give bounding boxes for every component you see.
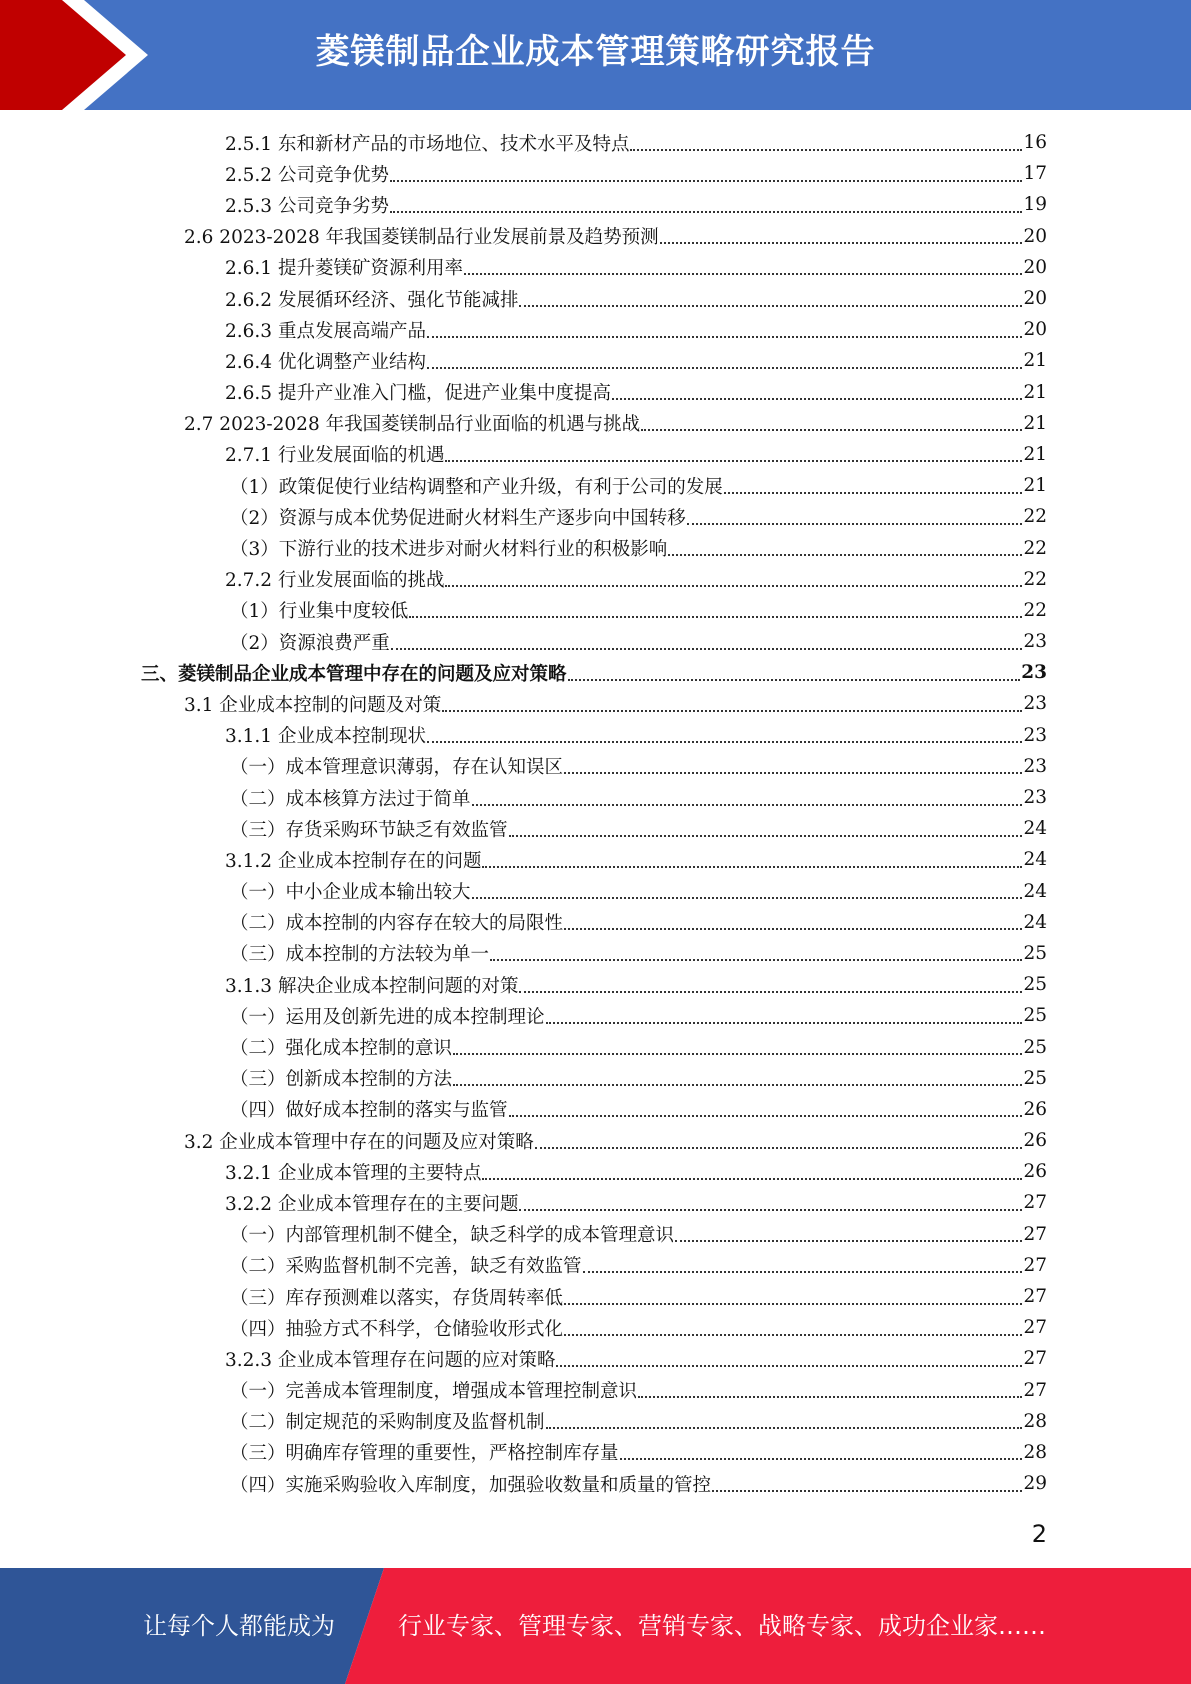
toc-entry-page: 22 [1023,537,1047,559]
toc-leader-dots [427,336,1022,338]
toc-entry[interactable] [0,377,1191,408]
toc-entry-page: 26 [1023,1098,1047,1120]
toc-entry-title: 3.2.1 企业成本管理的主要特点 [225,1162,482,1184]
toc-entry-title: 2.6.4 优化调整产业结构 [225,351,426,373]
toc-leader-dots [445,585,1022,587]
toc-entry[interactable] [0,1031,1191,1062]
toc-entry[interactable] [0,782,1191,813]
toc-entry[interactable] [0,1094,1191,1125]
toc-leader-dots [641,429,1022,431]
page-header [0,0,1191,110]
toc-leader-dots [535,1147,1023,1149]
toc-entry-title: 3.1.1 企业成本控制现状 [225,726,426,748]
toc-entry-title: 2.6.5 提升产业准入门槛，促进产业集中度提高 [225,383,611,405]
toc-entry[interactable] [0,189,1191,220]
toc-leader-dots [427,741,1022,743]
toc-entry-title: （四）抽验方式不科学，仓储验收形式化 [230,1318,564,1340]
toc-entry[interactable] [0,283,1191,314]
toc-leader-dots [564,928,1022,930]
toc-entry-title: （四）做好成本控制的落实与监管 [230,1100,508,1122]
toc-entry[interactable] [0,813,1191,844]
toc-entry-page: 21 [1023,475,1047,497]
toc-entry[interactable] [0,1156,1191,1187]
toc-entry-page: 19 [1023,194,1047,216]
toc-entry-page: 22 [1023,568,1047,590]
toc-leader-dots [453,1053,1022,1055]
toc-entry-title: （2）资源与成本优势促进耐火材料生产逐步向中国转移 [230,507,686,529]
toc-entry[interactable] [0,969,1191,1000]
toc-entry-page: 23 [1023,787,1047,809]
toc-entry-title: 2.7.2 行业发展面临的挑战 [225,570,445,592]
toc-entry-title: （三）库存预测难以落实，存货周转率低 [230,1287,564,1309]
toc-leader-dots [519,991,1022,993]
toc-leader-dots [724,492,1023,494]
toc-leader-dots [564,1303,1022,1305]
toc-entry[interactable] [0,657,1191,688]
toc-entry[interactable] [0,1219,1191,1250]
toc-leader-dots [482,866,1022,868]
toc-entry-title: 3.1.2 企业成本控制存在的问题 [225,850,482,872]
toc-entry-title: （1）政策促使行业结构调整和产业升级，有利于公司的发展 [230,476,723,498]
toc-entry-page: 21 [1023,412,1047,434]
toc-leader-dots [612,398,1022,400]
toc-entry-page: 28 [1023,1441,1047,1463]
toc-entry-title: 三、菱镁制品企业成本管理中存在的问题及应对策略 [141,663,567,685]
toc-entry[interactable] [0,1343,1191,1374]
toc-leader-dots [472,804,1023,806]
toc-entry-page: 26 [1023,1130,1047,1152]
toc-entry-page: 20 [1023,225,1047,247]
toc-leader-dots [391,648,1023,650]
toc-entry-page: 21 [1023,443,1047,465]
toc-leader-dots [509,1115,1023,1117]
toc-entry-page: 23 [1023,693,1047,715]
toc-entry-page: 23 [1023,755,1047,777]
toc-entry[interactable] [0,1312,1191,1343]
toc-entry-page: 20 [1023,319,1047,341]
toc-entry-page: 22 [1023,506,1047,528]
toc-entry-page: 27 [1023,1379,1047,1401]
toc-entry[interactable] [0,127,1191,158]
toc-entry-page: 25 [1023,1067,1047,1089]
toc-entry-page: 29 [1023,1473,1047,1495]
toc-entry-title: （1）行业集中度较低 [230,601,409,623]
toc-leader-dots [453,1084,1022,1086]
toc-entry-page: 27 [1023,1348,1047,1370]
toc-entry-title: 3.2 企业成本管理中存在的问题及应对策略 [184,1131,534,1153]
toc-entry[interactable] [0,221,1191,252]
toc-entry[interactable] [0,439,1191,470]
toc-entry-title: （一）成本管理意识薄弱，存在认知误区 [230,757,564,779]
toc-entry-page: 27 [1023,1286,1047,1308]
toc-leader-dots [472,897,1023,899]
toc-leader-dots [660,242,1023,244]
toc-entry-page: 24 [1023,911,1047,933]
page-footer [0,1568,1191,1684]
toc-entry-title: 3.1 企业成本控制的问题及对策 [184,694,442,716]
toc-entry[interactable] [0,1063,1191,1094]
toc-leader-dots [390,211,1022,213]
toc-entry-page: 27 [1023,1192,1047,1214]
toc-entry[interactable] [0,938,1191,969]
toc-entry-page: 26 [1023,1161,1047,1183]
toc-leader-dots [712,1490,1022,1492]
toc-entry-title: （一）运用及创新先进的成本控制理论 [230,1006,545,1028]
toc-entry-title: （三）成本控制的方法较为单一 [230,944,490,966]
toc-leader-dots [490,959,1022,961]
toc-leader-dots [445,460,1022,462]
toc-entry-page: 20 [1023,288,1047,310]
toc-leader-dots [568,679,1021,681]
toc-entry-page: 27 [1023,1223,1047,1245]
toc-entry[interactable] [0,501,1191,532]
toc-entry[interactable] [0,876,1191,907]
toc-entry[interactable] [0,1250,1191,1281]
toc-entry[interactable] [0,532,1191,563]
toc-leader-dots [546,1022,1023,1024]
toc-entry[interactable] [0,345,1191,376]
toc-leader-dots [519,1209,1022,1211]
toc-entry-title: 2.5.3 公司竞争劣势 [225,195,389,217]
toc-entry-title: 3.2.2 企业成本管理存在的主要问题 [225,1193,519,1215]
toc-leader-dots [464,273,1022,275]
table-of-contents [0,127,1191,1499]
toc-entry[interactable] [0,626,1191,657]
toc-entry-page: 25 [1023,974,1047,996]
toc-entry-page: 21 [1023,381,1047,403]
toc-entry[interactable] [0,470,1191,501]
toc-entry[interactable] [0,1125,1191,1156]
toc-entry[interactable] [0,1281,1191,1312]
toc-entry[interactable] [0,1187,1191,1218]
toc-entry[interactable] [0,720,1191,751]
toc-entry[interactable] [0,408,1191,439]
toc-entry-page: 25 [1023,1005,1047,1027]
toc-leader-dots [546,1427,1023,1429]
toc-leader-dots [390,180,1022,182]
footer-slogan-left: 让每个人都能成为 [143,1612,335,1640]
toc-entry[interactable] [0,252,1191,283]
toc-leader-dots [668,554,1022,556]
toc-entry-page: 24 [1023,818,1047,840]
toc-entry[interactable] [0,595,1191,626]
toc-leader-dots [409,616,1022,618]
toc-entry-title: （二）采购监督机制不完善，缺乏有效监管 [230,1256,582,1278]
toc-entry-title: 2.7.1 行业发展面临的机遇 [225,445,445,467]
toc-entry[interactable] [0,688,1191,719]
toc-entry-page: 25 [1023,1036,1047,1058]
toc-entry-title: （一）内部管理机制不健全，缺乏科学的成本管理意识 [230,1225,675,1247]
toc-entry-title: （三）明确库存管理的重要性，严格控制库存量 [230,1443,619,1465]
document-title: 菱镁制品企业成本管理策略研究报告 [315,32,876,72]
toc-leader-dots [509,835,1023,837]
toc-entry-title: 3.1.3 解决企业成本控制问题的对策 [225,975,519,997]
page-number: 2 [1031,1520,1047,1548]
toc-leader-dots [687,523,1023,525]
toc-entry-page: 23 [1021,662,1047,684]
toc-entry[interactable] [0,564,1191,595]
toc-entry-page: 23 [1023,631,1047,653]
toc-entry-title: （3）下游行业的技术进步对耐火材料行业的积极影响 [230,539,668,561]
toc-leader-dots [583,1271,1023,1273]
toc-entry-title: 2.6 2023-2028 年我国菱镁制品行业发展前景及趋势预测 [184,227,659,249]
toc-entry-title: 2.5.1 东和新材产品的市场地位、技术水平及特点 [225,133,630,155]
toc-leader-dots [638,1396,1022,1398]
toc-entry-title: （二）制定规范的采购制度及监督机制 [230,1412,545,1434]
toc-entry-title: （三）创新成本控制的方法 [230,1069,453,1091]
toc-entry-title: 2.6.3 重点发展高端产品 [225,320,426,342]
toc-entry[interactable] [0,1406,1191,1437]
toc-entry-title: （四）实施采购验收入库制度，加强验收数量和质量的管控 [230,1474,712,1496]
toc-entry-title: 2.5.2 公司竞争优势 [225,164,389,186]
toc-leader-dots [564,1334,1022,1336]
toc-entry-title: （二）成本核算方法过于简单 [230,788,471,810]
toc-entry-page: 16 [1023,132,1047,154]
toc-entry-page: 20 [1023,256,1047,278]
toc-entry-title: （三）存货采购环节缺乏有效监管 [230,819,508,841]
toc-entry-title: 2.7 2023-2028 年我国菱镁制品行业面临的机遇与挑战 [184,414,641,436]
toc-entry[interactable] [0,314,1191,345]
toc-entry-page: 27 [1023,1317,1047,1339]
toc-entry-page: 23 [1023,724,1047,746]
toc-entry-page: 22 [1023,599,1047,621]
toc-entry-page: 24 [1023,880,1047,902]
toc-entry[interactable] [0,907,1191,938]
toc-entry-title: 3.2.3 企业成本管理存在问题的应对策略 [225,1349,556,1371]
toc-leader-dots [482,1178,1022,1180]
toc-entry[interactable] [0,1437,1191,1468]
toc-entry-title: （一）中小企业成本输出较大 [230,882,471,904]
toc-leader-dots [564,772,1022,774]
toc-entry[interactable] [0,751,1191,782]
toc-entry[interactable] [0,1375,1191,1406]
toc-leader-dots [556,1365,1022,1367]
toc-leader-dots [620,1458,1023,1460]
toc-entry[interactable] [0,844,1191,875]
toc-entry-page: 27 [1023,1254,1047,1276]
toc-entry-page: 25 [1023,942,1047,964]
toc-entry-title: （一）完善成本管理制度，增强成本管理控制意识 [230,1381,638,1403]
toc-entry-title: 2.6.2 发展循环经济、强化节能减排 [225,289,519,311]
toc-entry-page: 21 [1023,350,1047,372]
toc-leader-dots [630,149,1022,151]
toc-entry[interactable] [0,158,1191,189]
toc-entry-title: （2）资源浪费严重 [230,632,390,654]
toc-leader-dots [519,305,1022,307]
toc-leader-dots [675,1240,1022,1242]
toc-entry[interactable] [0,1468,1191,1499]
toc-entry-page: 28 [1023,1410,1047,1432]
toc-entry[interactable] [0,1000,1191,1031]
toc-entry-title: （二）强化成本控制的意识 [230,1038,453,1060]
toc-leader-dots [427,367,1022,369]
toc-leader-dots [442,710,1022,712]
toc-entry-title: （二）成本控制的内容存在较大的局限性 [230,913,564,935]
footer-slogan-right: 行业专家、管理专家、营销专家、战略专家、成功企业家…… [398,1612,1046,1640]
toc-entry-page: 17 [1023,163,1047,185]
toc-entry-page: 24 [1023,849,1047,871]
toc-entry-title: 2.6.1 提升菱镁矿资源利用率 [225,258,463,280]
